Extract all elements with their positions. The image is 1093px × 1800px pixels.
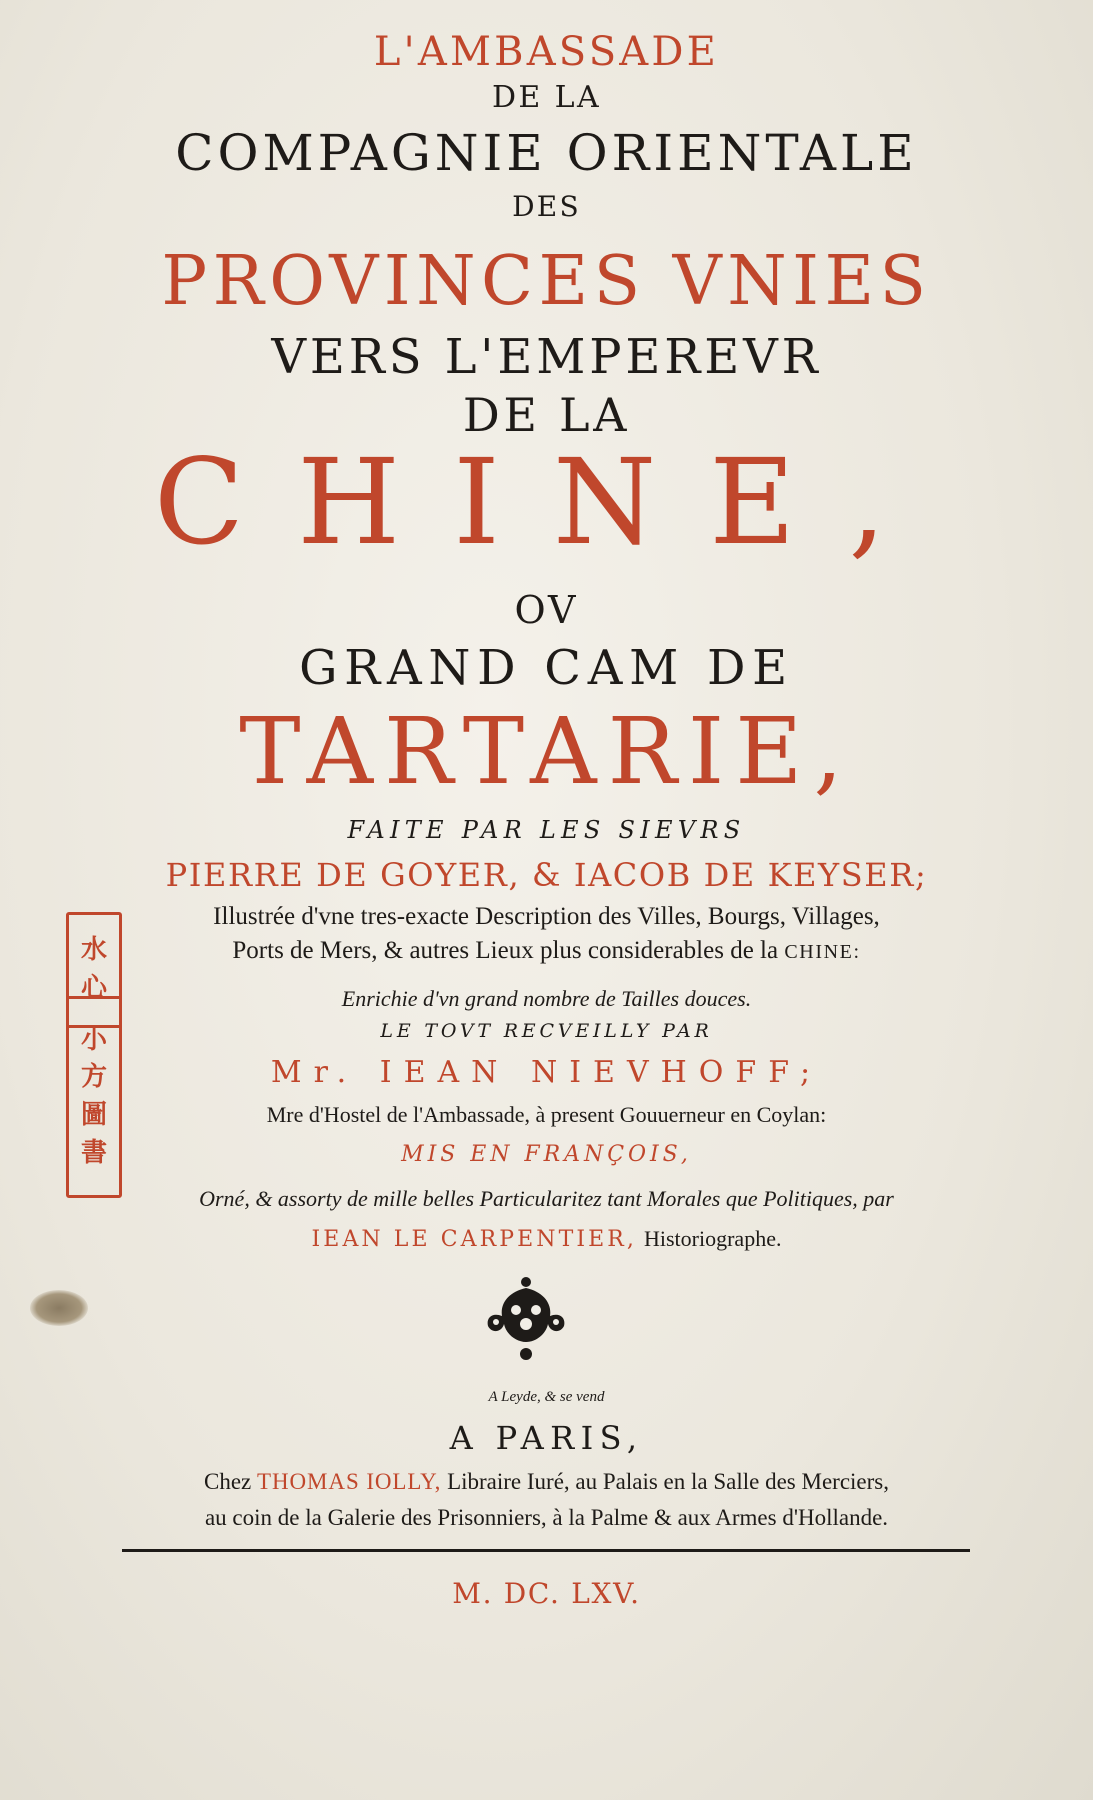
title-line-de-la-2: DE LA — [462, 388, 631, 442]
leyde-line: A Leyde, & se vend — [488, 1389, 605, 1405]
title-line-de-la: DE LA — [491, 80, 602, 115]
publisher-address: Libraire Iuré, au Palais en la Salle des Merciers, — [447, 1469, 889, 1494]
description-line-1: Illustrée d'vne tres-exacte Description des Villes, Bourgs, Villages, — [213, 903, 880, 930]
title-line-des: DES — [512, 190, 581, 223]
translator-name: IEAN LE CARPENTIER, — [311, 1227, 637, 1252]
orne-line: Orné, & assorty de mille belles Particularitez tant Morales que Politiques, par — [199, 1186, 894, 1211]
title-line-ou: OV — [514, 588, 579, 632]
imprint-date: M. DC. LXV. — [452, 1577, 641, 1610]
publisher-line-1 — [0, 1470, 1093, 1493]
description-line-2 — [0, 938, 1093, 963]
mis-en-francois-line: MIS EN FRANÇOIS, — [401, 1142, 692, 1167]
translator-line — [0, 1228, 1093, 1251]
translator-title: Historiographe. — [643, 1226, 782, 1251]
place-paris: A PARIS, — [449, 1419, 644, 1457]
recueilly-line: LE TOVT RECVEILLY PAR — [380, 1020, 713, 1042]
title-line-faite-par: FAITE PAR LES SIEVRS — [347, 816, 746, 844]
maitre-hostel-line: Mre d'Hostel de l'Ambassade, à present Gouuerneur en Coylan: — [266, 1102, 827, 1127]
horizontal-rule — [122, 1549, 970, 1552]
title-line-chine: CHINE, — [153, 433, 940, 571]
title-line-empereur: VERS L'EMPEREVR — [271, 329, 822, 385]
printers-ornament-icon — [478, 1272, 574, 1368]
title-line-grand-cam: GRAND CAM DE — [299, 640, 794, 696]
title-line-provinces: PROVINCES VNIES — [161, 242, 932, 321]
author-goyer-keyser: PIERRE DE GOYER, & IACOB DE KEYSER; — [165, 856, 928, 894]
collector-seal-2-icon: 小 方 圖 書 — [66, 996, 122, 1198]
enrichie-line: Enrichie d'vn grand nombre de Tailles douces. — [341, 986, 752, 1011]
title-line-ambassade: L'AMBASSADE — [373, 29, 720, 75]
publisher-chez: Chez — [204, 1469, 252, 1494]
title-line-tartarie: TARTARIE, — [239, 698, 854, 805]
publisher-line-2: au coin de la Galerie des Prisonniers, à la Palme & aux Armes d'Hollande. — [204, 1505, 889, 1530]
publisher-name: THOMAS IOLLY, — [257, 1469, 442, 1494]
author-nieuhoff: Mr. IEAN NIEVHOFF; — [270, 1055, 823, 1090]
collector-seal-1-icon: 水 心 — [66, 912, 122, 1028]
description-line-2-chine: CHINE: — [784, 941, 861, 963]
paper-stain — [30, 1290, 88, 1326]
description-line-2-text: Ports de Mers, & autres Lieux plus considerables de la — [232, 937, 779, 964]
title-line-compagnie: COMPAGNIE ORIENTALE — [175, 124, 918, 182]
